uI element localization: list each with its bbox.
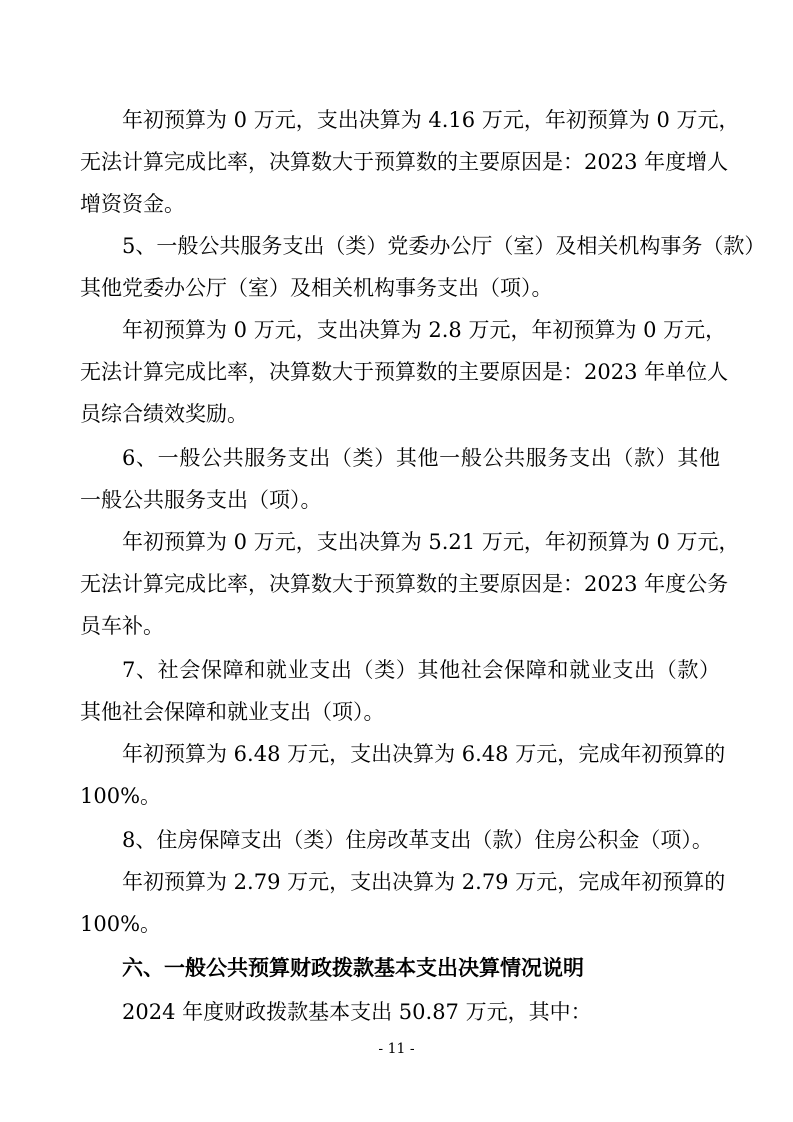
paragraph-7-line-1: 年初预算为 6.48 万元，支出决算为 6.48 万元，完成年初预算的 bbox=[122, 742, 726, 766]
item-8-line-1: 8、住房保障支出（类）住房改革支出（款）住房公积金（项）。 bbox=[122, 828, 713, 852]
paragraph-1-line-3: 增资资金。 bbox=[80, 192, 185, 216]
item-5-line-2: 其他党委办公厅（室）及相关机构事务支出（项）。 bbox=[80, 276, 553, 300]
item-6-line-1: 6、一般公共服务支出（类）其他一般公共服务支出（款）其他 bbox=[122, 446, 720, 470]
paragraph-5-line-1: 年初预算为 0 万元，支出决算为 5.21 万元，年初预算为 0 万元， bbox=[122, 530, 740, 554]
paragraph-3-line-2: 无法计算完成比率，决算数大于预算数的主要原因是：2023 年单位人 bbox=[80, 360, 729, 384]
section-heading: 六、一般公共预算财政拨款基本支出决算情况说明 bbox=[122, 955, 584, 980]
paragraph-3-line-1: 年初预算为 0 万元，支出决算为 2.8 万元，年初预算为 0 万元， bbox=[122, 318, 727, 342]
item-7-line-1: 7、社会保障和就业支出（类）其他社会保障和就业支出（款） bbox=[122, 658, 720, 682]
paragraph-9-line-1: 年初预算为 2.79 万元，支出决算为 2.79 万元，完成年初预算的 bbox=[122, 870, 726, 894]
item-7-line-2: 其他社会保障和就业支出（项）。 bbox=[80, 700, 385, 724]
paragraph-3-line-3: 员综合绩效奖励。 bbox=[80, 402, 248, 426]
paragraph-5-line-3: 员车补。 bbox=[80, 614, 164, 638]
page-number: - 11 - bbox=[378, 1041, 415, 1057]
paragraph-7-line-2: 100%。 bbox=[80, 784, 162, 808]
paragraph-5-line-2: 无法计算完成比率，决算数大于预算数的主要原因是：2023 年度公务 bbox=[80, 572, 729, 596]
paragraph-1-line-1: 年初预算为 0 万元，支出决算为 4.16 万元，年初预算为 0 万元， bbox=[122, 108, 740, 132]
paragraph-1-line-2: 无法计算完成比率，决算数大于预算数的主要原因是：2023 年度增人 bbox=[80, 150, 729, 174]
item-6-line-2: 一般公共服务支出（项）。 bbox=[80, 488, 322, 512]
paragraph-11-line-1: 2024 年度财政拨款基本支出 50.87 万元，其中： bbox=[122, 1000, 592, 1024]
paragraph-9-line-2: 100%。 bbox=[80, 912, 162, 936]
item-5-line-1: 5、一般公共服务支出（类）党委办公厅（室）及相关机构事务（款） bbox=[122, 234, 766, 258]
